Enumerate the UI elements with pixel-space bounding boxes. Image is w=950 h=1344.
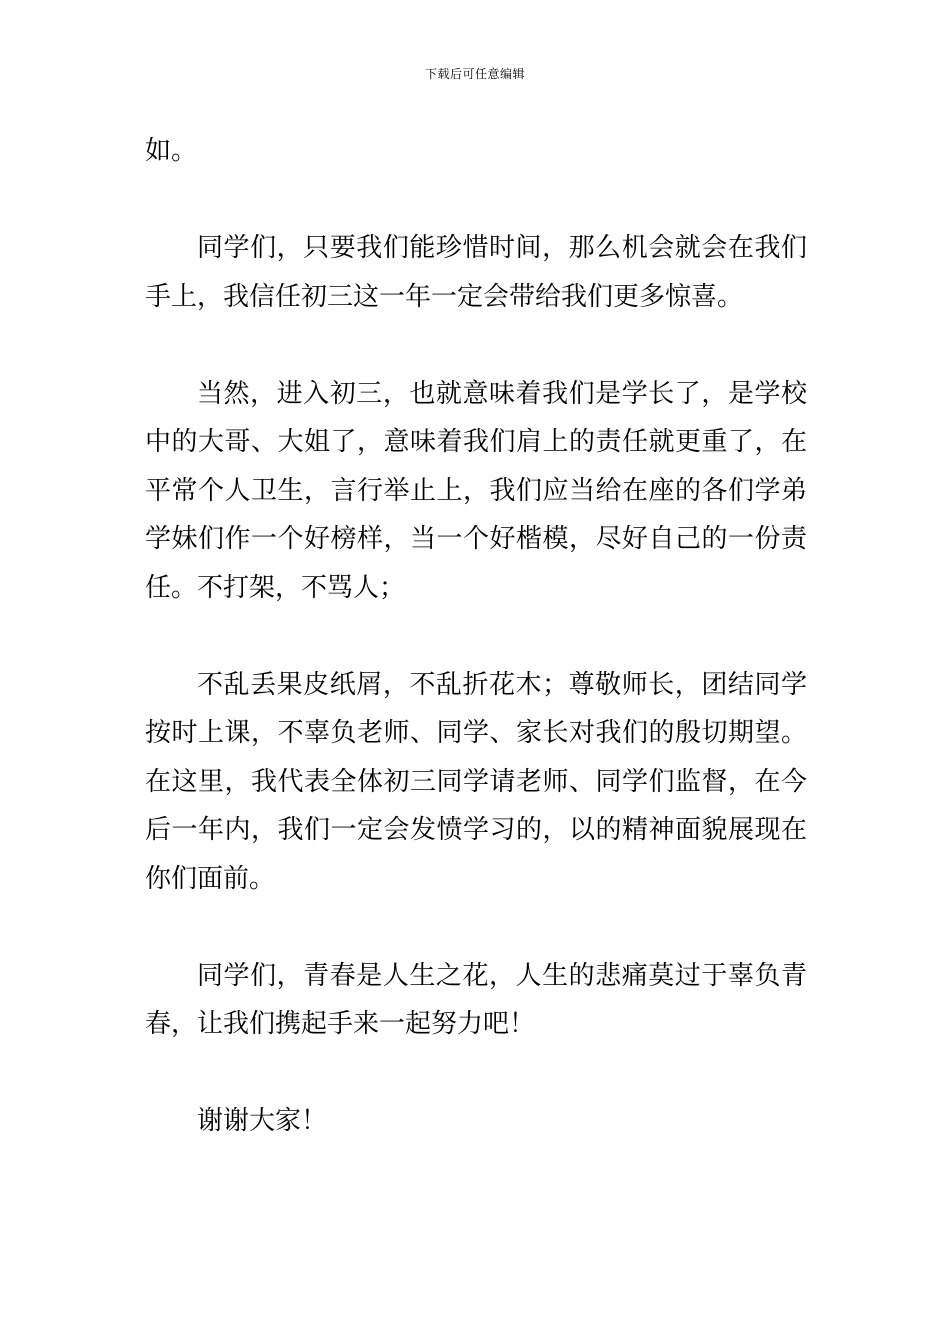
paragraph-youth: 同学们，青春是人生之花，人生的悲痛莫过于辜负青春，让我们携起手来一起努力吧！ <box>145 960 807 1039</box>
paragraph-continuation: 如。 <box>145 136 198 166</box>
paragraph-cherish-time: 同学们，只要我们能珍惜时间，那么机会就会在我们手上，我信任初三这一年一定会带给我们更多惊喜。 <box>145 233 807 312</box>
paragraph-respect-teachers: 不乱丢果皮纸屑，不乱折花木；尊敬师长，团结同学按时上课，不辜负老师、同学、家长对我们的殷切期望。在这里，我代表全体初三同学请老师、同学们监督，在今后一年内，我们一定会发愤学习的，以的精神面貌展现在你们面前。 <box>145 669 807 894</box>
paragraph-senior-responsibility: 当然，进入初三，也就意味着我们是学长了，是学校中的大哥、大姐了，意味着我们肩上的责任就更重了，在平常个人卫生，言行举止上，我们应当给在座的各们学弟学妹们作一个好榜样，当一个好楷模，尽好自己的一份责任。不打架，不骂人； <box>145 378 807 603</box>
page-header: 下载后可任意编辑 <box>424 67 525 81</box>
document-body <box>145 127 807 1194</box>
paragraph-thanks: 谢谢大家！ <box>197 1106 328 1136</box>
